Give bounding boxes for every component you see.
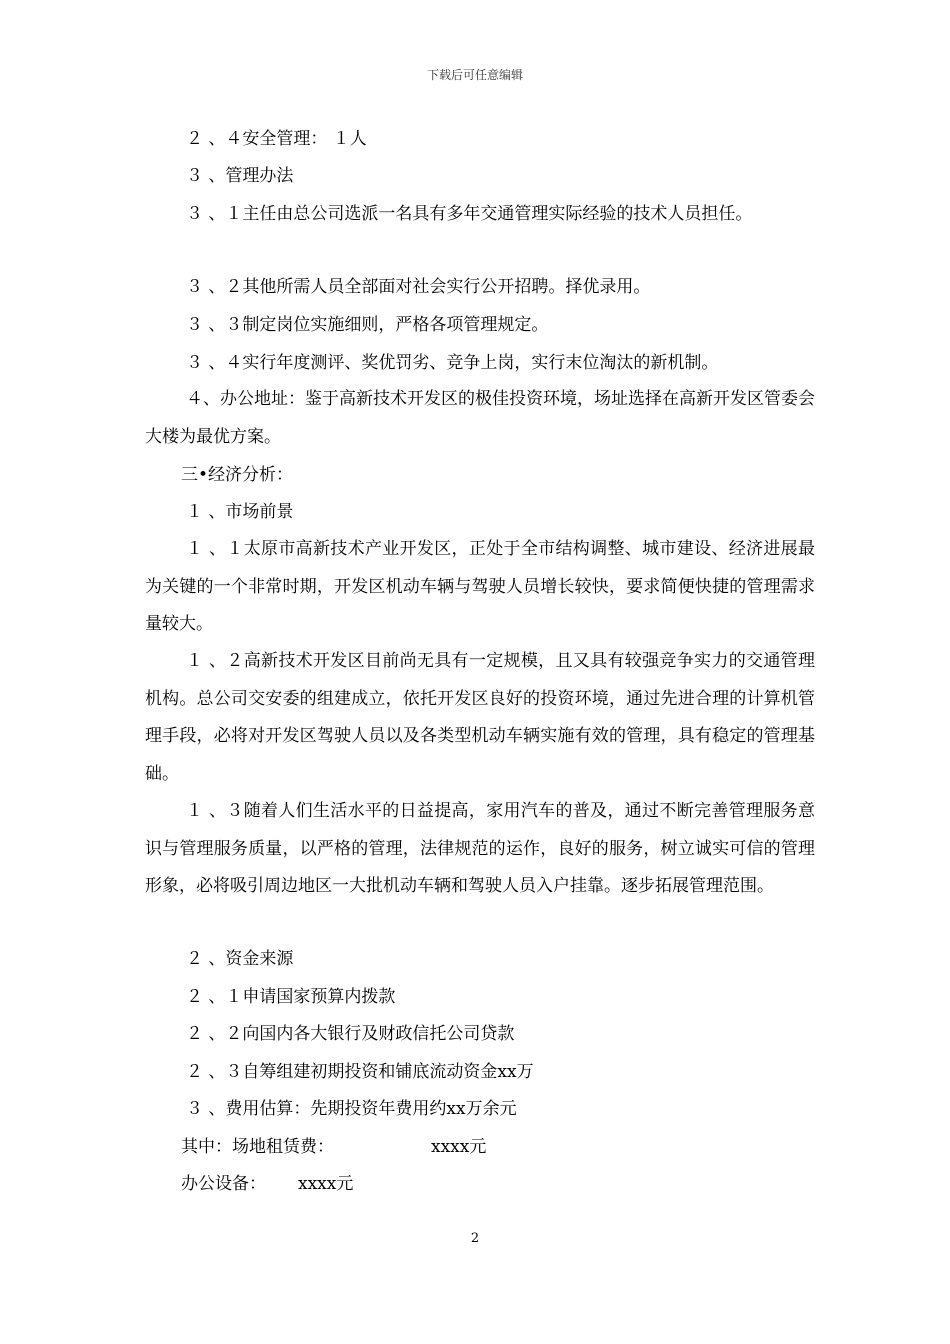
text-line: ２ 、３自筹组建初期投资和铺底流动资金xx万 (186, 1062, 534, 1082)
page-header: 下载后可任意编辑 (426, 68, 523, 82)
text-line: ３ 、２其他所需人员全部面对社会实行公开招聘。择优录用。 (186, 277, 651, 297)
text-line: ３ 、１主任由总公司选派一名具有多年交通管理实际经验的技术人员担任。 (186, 204, 753, 224)
page-number: 2 (470, 1231, 480, 1246)
text-line: ２ 、４安全管理： １人 (186, 129, 367, 149)
text-line: ３ 、费用估算：先期投资年费用约xx万余元 (186, 1099, 517, 1119)
text-line: ３ 、管理办法 (186, 166, 294, 186)
paragraph: １ 、２高新技术开发区目前尚无具有一定规模，且又具有较强竞争实力的交通管理机构。总公司交安委的组建成立，依托开发区良好的投资环境，通过先进合理的计算机管理手段，必将对开发区驾驶人员以及各类型机动车辆实施有效的管理，具有稳定的管理基础。 (145, 651, 815, 784)
text-line: ３ 、３制定岗位实施细则，严格各项管理规定。 (186, 315, 549, 335)
cost-item-label: 其中：场地租赁费： (181, 1137, 334, 1157)
text-line: ２ 、资金来源 (186, 949, 294, 969)
section-heading: 三•经济分析： (181, 465, 294, 485)
paragraph: ４、办公地址：鉴于高新技术开发区的极佳投资环境，场址选择在高新开发区管委会大楼为最优方案。 (145, 389, 815, 447)
text-line: １ 、市场前景 (186, 502, 294, 522)
text-line: ２ 、２向国内各大银行及财政信托公司贷款 (186, 1024, 515, 1044)
cost-item-label: 办公设备： (181, 1174, 266, 1194)
cost-item-value: xxxx元 (298, 1174, 354, 1194)
paragraph: １ 、３随着人们生活水平的日益提高，家用汽车的普及，通过不断完善管理服务意识与管理服务质量，以严格的管理，法律规范的运作，良好的服务，树立诚实可信的管理形象，必将吸引周边地区一大批机动车辆和驾驶人员入户挂靠。逐步拓展管理范围。 (145, 801, 815, 896)
cost-item-value: xxxx元 (431, 1137, 487, 1157)
text-line: ２ 、１申请国家预算内拨款 (186, 987, 396, 1007)
paragraph: １ 、１太原市高新技术产业开发区，正处于全市结构调整、城市建设、经济进展最为关键的一个非常时期，开发区机动车辆与驾驶人员增长较快，要求简便快捷的管理需求量较大。 (145, 539, 815, 634)
text-line: ３ 、４实行年度测评、奖优罚劣、竞争上岗，实行末位淘汰的新机制。 (186, 353, 719, 373)
